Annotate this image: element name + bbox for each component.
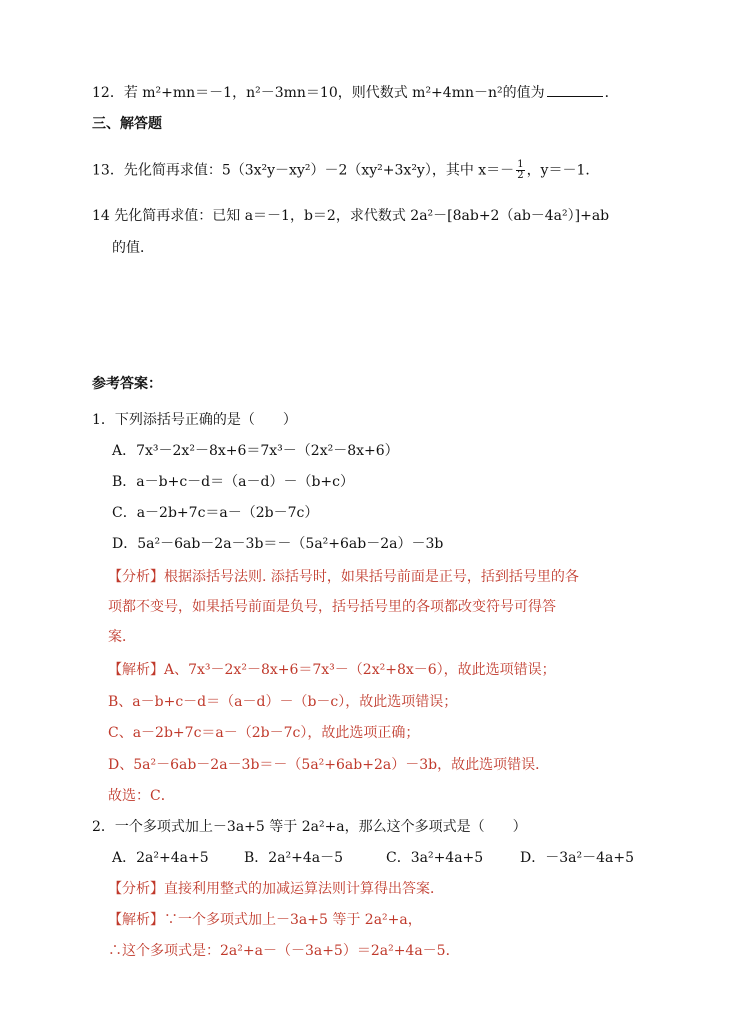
answer-1-solution-line1: 【解析】A、7x³－2x²－8x+6＝7x³－（2x²+8x－6），故此选项错误； — [108, 662, 556, 678]
question-12 — [92, 82, 619, 103]
question-13 — [92, 160, 599, 181]
answer-2-question: 2．一个多项式加上－3a+5 等于 2a²+a，那么这个多项式是（ ） — [92, 819, 527, 835]
answer-1-solution-line2: B、a－b+c－d＝（a－d）－（b－c），故此选项错误； — [108, 694, 458, 710]
q12-text: 12．若 m²+mn＝－1，n²－3mn＝10，则代数式 m²+4mn－n²的值为 — [92, 85, 545, 101]
answer-1-analysis-line2: 项都不变号，如果括号前面是负号，括号括号里的各项都改变符号可得答 — [108, 599, 556, 615]
fraction-one-half — [516, 160, 524, 181]
answers-title: 参考答案： — [92, 376, 162, 392]
answer-1-solution-line3: C、a－2b+7c＝a－（2b－7c），故此选项正确； — [108, 725, 420, 741]
answer-1-question: 1．下列添括号正确的是（ ） — [92, 412, 297, 428]
answer-2-option-a: A．2a²+4a+5 — [112, 850, 209, 866]
answer-1-option-c: C．a－2b+7c＝a－（2b－7c） — [112, 505, 319, 521]
question-14-line2: 的值． — [112, 240, 154, 256]
question-14-line1: 14 先化简再求值：已知 a＝－1，b＝2，求代数式 2a²－[8ab+2（ab－4a²）]+ab — [92, 208, 610, 224]
answer-2-solution-line1: 【解析】∵一个多项式加上－3a+5 等于 2a²+a， — [108, 912, 422, 928]
answer-blank — [547, 82, 603, 97]
section-title: 三、解答题 — [92, 116, 162, 132]
answer-1-solution-line4: D、5a²－6ab－2a－3b＝－（5a²+6ab+2a）－3b，故此选项错误． — [108, 757, 550, 773]
fraction-numerator: 1 — [517, 159, 524, 170]
q13-end: ，y＝－1． — [526, 162, 600, 179]
answer-1-option-d: D．5a²－6ab－2a－3b＝－（5a²+6ab－2a）－3b — [112, 536, 444, 552]
answer-2-option-d: D．－3a²－4a+5 — [520, 850, 634, 866]
answer-1-option-a: A．7x³－2x²－8x+6＝7x³－（2x²－8x+6） — [112, 443, 399, 459]
answer-2-option-c: C．3a²+4a+5 — [386, 850, 484, 866]
answer-2-analysis: 【分析】直接利用整式的加减运算法则计算得出答案． — [108, 881, 444, 897]
answer-1-analysis-line3: 案． — [108, 629, 136, 645]
q13-text: 13．先化简再求值：5（3x²y－xy²）－2（xy²+3x²y），其中 x＝－ — [92, 162, 515, 179]
answer-1-option-b: B．a－b+c－d＝（a－d）－（b+c） — [112, 474, 354, 490]
answer-2-option-b: B．2a²+4a－5 — [244, 850, 344, 866]
answer-1-choice: 故选：C． — [108, 788, 175, 804]
answer-1-analysis-line1: 【分析】根据添括号法则. 添括号时，如果括号前面是正号，括到括号里的各 — [108, 569, 579, 585]
fraction-denominator: 2 — [517, 170, 524, 181]
answer-2-solution-line2: ∴这个多项式是：2a²+a－（－3a+5）＝2a²+4a－5． — [108, 943, 460, 959]
q12-end: ． — [604, 85, 619, 101]
answer-2-options — [112, 848, 634, 868]
